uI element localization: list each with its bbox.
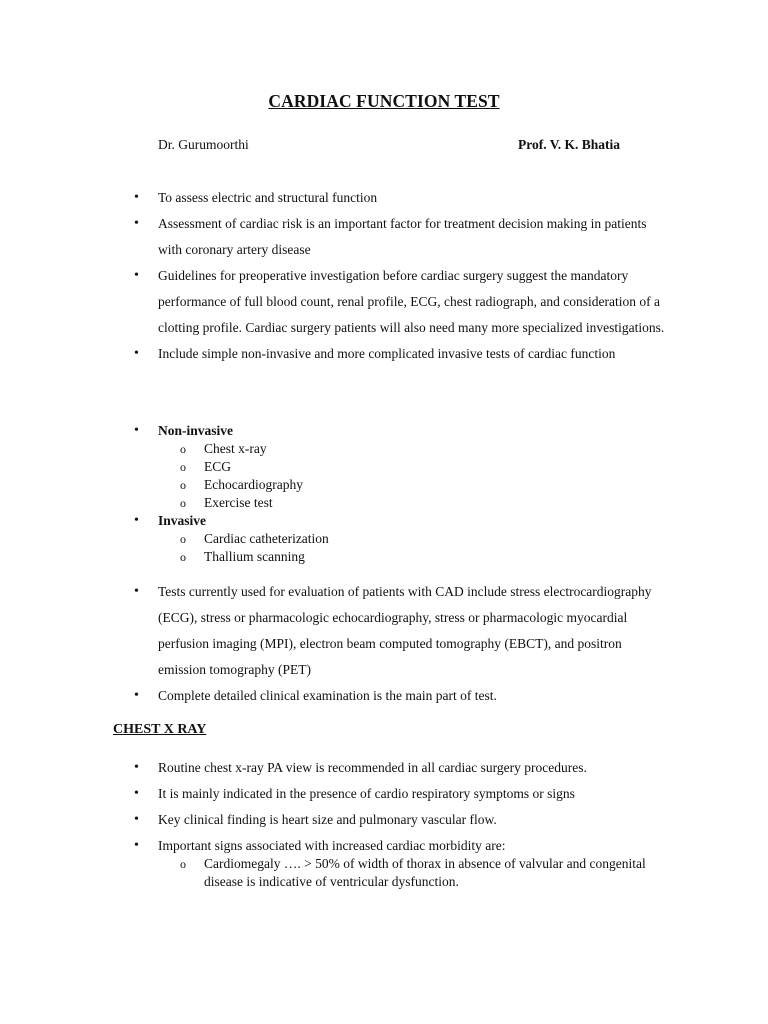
document-title: CARDIAC FUNCTION TEST — [268, 91, 500, 111]
list-item: o Echocardiography — [204, 476, 668, 494]
chest-xray-bullet-list — [158, 755, 668, 891]
list-item: o Cardiomegaly …. > 50% of width of thorax in absence of valvular and congenital disease is indicative of ventricular dysfunction. — [204, 855, 668, 891]
category-label: Non-invasive — [158, 423, 234, 438]
intro-bullet-list — [158, 185, 668, 367]
author-right: Prof. V. K. Bhatia — [518, 137, 621, 152]
list-item: • To assess electric and structural function — [158, 185, 668, 211]
cad-bullet-list — [158, 579, 668, 709]
list-item: • Include simple non-invasive and more complicated invasive tests of cardiac function — [158, 341, 668, 367]
author-left: Dr. Gurumoorthi — [158, 137, 249, 152]
category-label: Invasive — [158, 513, 207, 528]
list-item: • Tests currently used for evaluation of patients with CAD include stress electrocardiography (ECG), stress or pharmacologic echocardiography, stress or pharmacologic myocardial perfusion imaging (MPI), electron beam computed tomography (EBCT), and positron emission tomography (PET) — [158, 579, 668, 683]
list-item-text: Important signs associated with increased cardiac morbidity are: — [158, 838, 506, 853]
list-item: o Cardiac catheterization — [204, 530, 668, 548]
list-item: • Guidelines for preoperative investigation before cardiac surgery suggest the mandatory performance of full blood count, renal profile, ECG, chest radiograph, and consideration of a clotting profile. Cardiac surgery patients will also need many more specialized investigations. — [158, 263, 668, 341]
list-item: • Complete detailed clinical examination is the main part of test. — [158, 683, 668, 709]
list-item: o ECG — [204, 458, 668, 476]
list-item: o Exercise test — [204, 494, 668, 512]
chest-xray-sub-list — [204, 855, 668, 891]
list-item: o Thallium scanning — [204, 548, 668, 566]
list-item: • Routine chest x-ray PA view is recommended in all cardiac surgery procedures. — [158, 755, 668, 781]
list-item: • Key clinical finding is heart size and pulmonary vascular flow. — [158, 807, 668, 833]
invasive-list — [204, 530, 668, 566]
non-invasive-list — [204, 440, 668, 512]
list-item: • It is mainly indicated in the presence of cardio respiratory symptoms or signs — [158, 781, 668, 807]
category-non-invasive — [158, 422, 668, 512]
section-heading-chest-x-ray: CHEST X RAY — [113, 722, 207, 737]
list-item — [158, 837, 668, 891]
category-invasive — [158, 512, 668, 566]
list-item: • Assessment of cardiac risk is an important factor for treatment decision making in patients with coronary artery disease — [158, 211, 668, 263]
test-category-list — [158, 422, 668, 566]
list-item: o Chest x-ray — [204, 440, 668, 458]
